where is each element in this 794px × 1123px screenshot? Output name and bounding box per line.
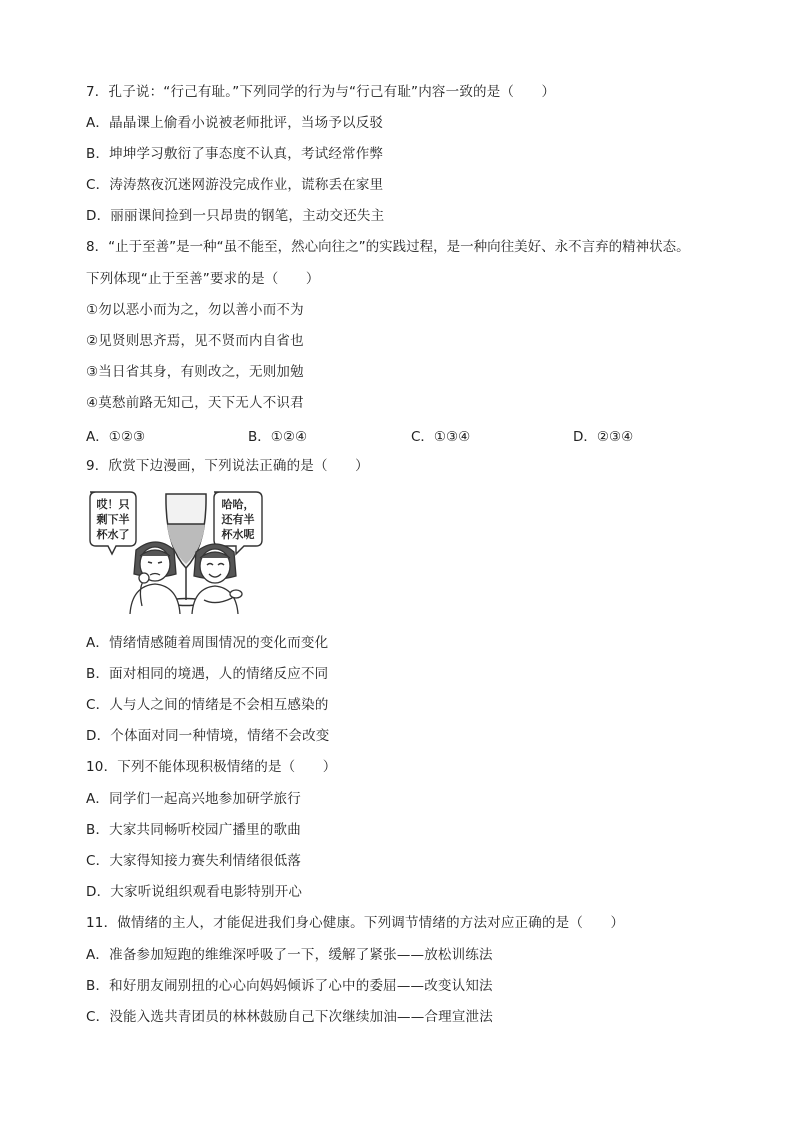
left-bubble-line-3: 杯水了 [96, 528, 130, 541]
left-bubble-line-2: 剩下半 [96, 513, 130, 526]
happy-girl-icon [192, 544, 242, 614]
q9-option-d: D．个体面对同一种情境，情绪不会改变 [86, 728, 330, 744]
right-bubble-line-3: 杯水呢 [221, 528, 255, 541]
q10-option-c: C．大家得知接力赛失利情绪很低落 [86, 853, 302, 869]
q10-option-b: B．大家共同畅听校园广播里的歌曲 [86, 822, 301, 838]
right-bubble-line-1: 哈哈， [221, 498, 255, 511]
q8-item-4: ④莫愁前路无知己，天下无人不识君 [86, 395, 304, 411]
q7-option-c: C．涛涛熬夜沉迷网游没完成作业，谎称丢在家里 [86, 177, 384, 193]
q9-option-c: C．人与人之间的情绪是不会相互感染的 [86, 697, 329, 713]
q8-item-1: ①勿以恶小而为之，勿以善小而不为 [86, 302, 304, 318]
q11-option-a: A．准备参加短跑的维维深呼吸了一下，缓解了紧张——放松训练法 [86, 947, 493, 963]
q8-item-2: ②见贤则思齐焉，见不贤而内自省也 [86, 333, 304, 349]
q8-choice-b: B．①②④ [248, 429, 308, 445]
q7-option-b: B．坤坤学习敷衍了事态度不认真，考试经常作弊 [86, 146, 384, 162]
q10-option-d: D．大家听说组织观看电影特别开心 [86, 884, 303, 900]
q11-stem: 11．做情绪的主人，才能促进我们身心健康。下列调节情绪的方法对应正确的是（ ） [86, 915, 625, 931]
half-glass-cartoon [86, 488, 266, 614]
q11-option-c: C．没能入选共青团员的林林鼓励自己下次继续加油——合理宣泄法 [86, 1009, 493, 1025]
q7-option-d: D．丽丽课间捡到一只昂贵的钢笔，主动交还失主 [86, 208, 385, 224]
q7-stem: 7．孔子说：“行己有耻。”下列同学的行为与“行己有耻”内容一致的是（ ） [86, 84, 556, 100]
left-bubble-line-1: 哎！只 [96, 498, 130, 511]
right-bubble-line-2: 还有半 [221, 513, 255, 526]
q8-stem-line1: 8．“止于至善”是一种“虽不能至，然心向往之”的实践过程，是一种向往美好、永不言弃的精神状态。 [86, 239, 690, 255]
q8-choice-c: C．①③④ [411, 429, 471, 445]
q8-stem-line2: 下列体现“止于至善”要求的是（ ） [86, 271, 320, 287]
q9-option-b: B．面对相同的境遇，人的情绪反应不同 [86, 666, 329, 682]
left-speech-bubble [90, 492, 136, 554]
q10-option-a: A．同学们一起高兴地参加研学旅行 [86, 791, 301, 807]
sad-girl-icon [130, 542, 180, 614]
q9-option-a: A．情绪情感随着周围情况的变化而变化 [86, 635, 329, 651]
q11-option-b: B．和好朋友闹别扭的心心向妈妈倾诉了心中的委屈——改变认知法 [86, 978, 493, 994]
q7-option-a: A．晶晶课上偷看小说被老师批评，当场予以反驳 [86, 115, 384, 131]
q8-choice-d: D．②③④ [573, 429, 634, 445]
q9-stem: 9．欣赏下边漫画，下列说法正确的是（ ） [86, 458, 369, 474]
q8-item-3: ③当日省其身，有则改之，无则加勉 [86, 364, 304, 380]
q8-choice-a: A．①②③ [86, 429, 146, 445]
q10-stem: 10．下列不能体现积极情绪的是（ ） [86, 759, 337, 775]
q8-choices [86, 425, 706, 443]
